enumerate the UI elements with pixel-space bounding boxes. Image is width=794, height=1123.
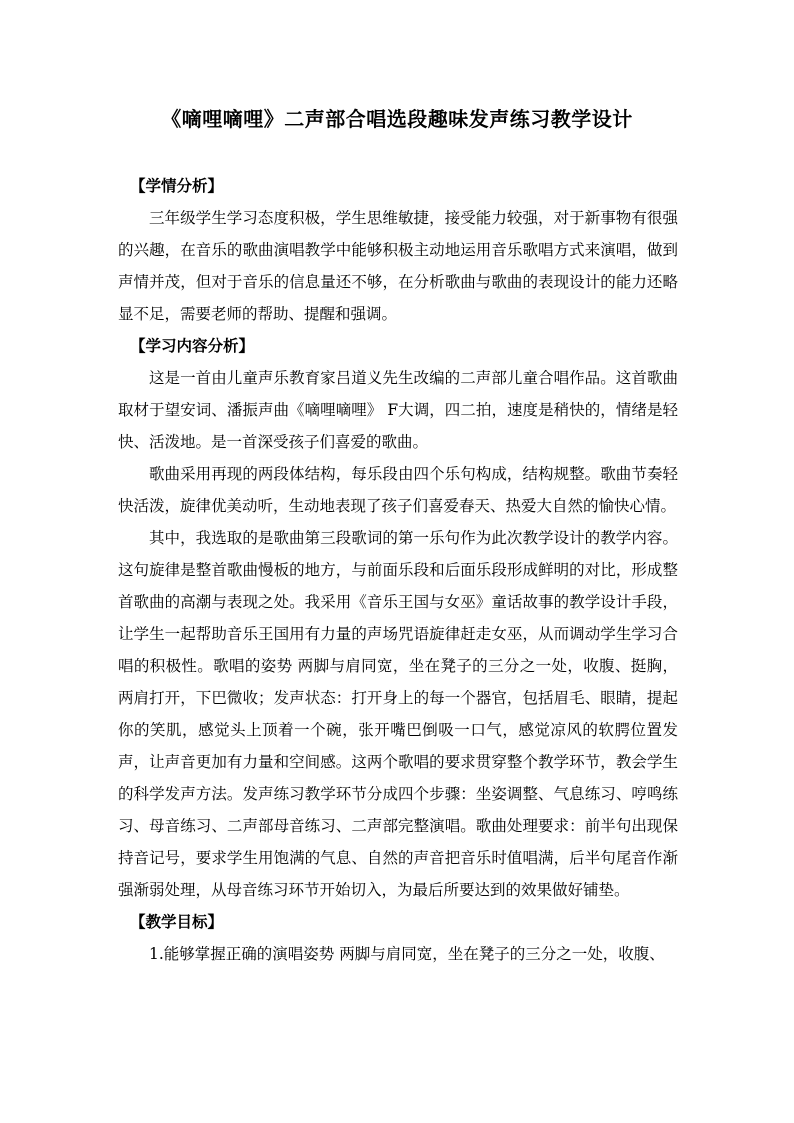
section-heading-learner-analysis: 【学情分析】: [130, 176, 224, 195]
paragraph: 三年级学生学习态度积极，学生思维敏捷，接受能力较强，对于新事物有很强的兴趣，在音乐的歌曲演唱教学中能够积极主动地运用音乐歌唱方式来演唱，做到声情并茂，但对于音乐的信息量还不够，在分析歌曲与歌曲的表现设计的能力还略显不足，需要老师的帮助、提醒和强调。: [118, 209, 678, 323]
document-body: [118, 170, 678, 970]
section-heading-teaching-goals: 【教学目标】: [130, 912, 224, 931]
page-title: 《嘀哩嘀哩》二声部合唱选段趣味发声练习教学设计: [161, 107, 633, 131]
paragraph: 其中，我选取的是歌曲第三段歌词的第一乐句作为此次教学设计的教学内容。这句旋律是整首歌曲慢板的地方，与前面乐段和后面乐段形成鲜明的对比，形成整首歌曲的高潮与表现之处。我采用《音乐王国与女巫》童话故事的教学设计手段，让学生一起帮助音乐王国用有力量的声场咒语旋律赶走女巫，从而调动学生学习合唱的积极性。歌唱的姿势 两脚与肩同宽，坐在凳子的三分之一处，收腹、挺胸，两肩打开，下巴微收；发声状态：打开身上的每一个器官，包括眉毛、眼睛，提起你的笑肌，感觉头上顶着一个碗，张开嘴巴倒吸一口气，感觉凉风的软腭位置发声，让声音更加有力量和空间感。这两个歌唱的要求贯穿整个教学环节，教会学生的科学发声方法。发声练习教学环节分成四个步骤：坐姿调整、气息练习、哼鸣练习、母音练习、二声部母音练习、二声部完整演唱。歌曲处理要求：前半句出现保持音记号，要求学生用饱满的气息、自然的声音把音乐时值唱满，后半句尾音作渐强渐弱处理，从母音练习环节开始切入，为最后所要达到的效果做好铺垫。: [118, 529, 678, 899]
section-heading-content-analysis: 【学习内容分析】: [130, 336, 255, 355]
paragraph: 这是一首由儿童声乐教育家吕道义先生改编的二声部儿童合唱作品。这首歌曲取材于望安词、潘振声曲《嘀哩嘀哩》 F大调，四二拍，速度是稍快的，情绪是轻快、活泼地。是一首深受孩子们喜爱的歌曲。: [118, 369, 678, 451]
paragraph: 歌曲采用再现的两段体结构，每乐段由四个乐句构成，结构规整。歌曲节奏轻快活泼，旋律优美动听，生动地表现了孩子们喜爱春天、热爱大自然的愉快心情。: [118, 465, 678, 515]
paragraph: 1.能够掌握正确的演唱姿势 两脚与肩同宽，坐在凳子的三分之一处，收腹、: [149, 945, 665, 963]
